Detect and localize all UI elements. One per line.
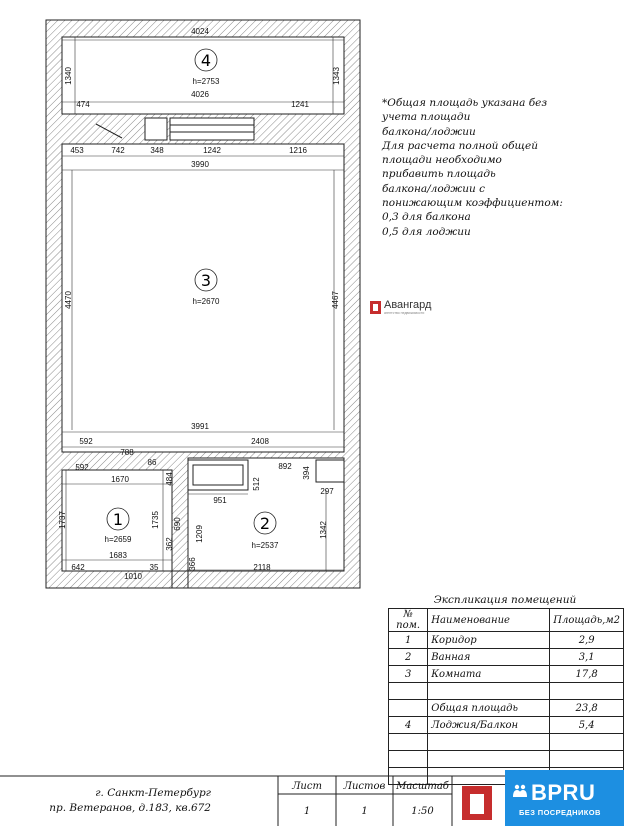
bathroom-fixtures	[188, 460, 344, 490]
dimension-low-642: 642	[71, 563, 85, 572]
room-height: h=2753	[192, 77, 220, 86]
note-line: балкона/лоджии с	[382, 182, 486, 195]
dimension-low-1737: 1737	[58, 511, 67, 529]
scale-value: 1:50	[411, 806, 434, 817]
cell-area	[550, 734, 624, 751]
cell-area	[550, 751, 624, 768]
cell-num: 1	[389, 632, 428, 649]
sheet-label: Лист	[292, 781, 322, 792]
dimension-low-512: 512	[252, 477, 261, 491]
dimension-low-484: 484	[165, 472, 174, 486]
street-address: пр. Ветеранов, д.183, кв.672	[49, 802, 211, 814]
table-row	[389, 734, 624, 751]
dimension-low-892: 892	[278, 462, 292, 471]
dimension-room-bottom: 3991	[191, 422, 209, 431]
people-icon	[513, 784, 527, 798]
header-area: Площадь,м2	[550, 609, 624, 632]
note-line: учета площади	[382, 111, 471, 124]
table-row	[389, 751, 624, 768]
cell-area: 2,9	[550, 632, 624, 649]
cell-area: 23,8	[550, 700, 624, 717]
dimension-row-1216: 1216	[289, 146, 307, 155]
room-number: 2	[259, 514, 271, 533]
badge-title: BPRU	[531, 780, 596, 805]
dimension-low-1010: 1010	[124, 572, 142, 581]
table-row	[389, 683, 624, 700]
table-row	[389, 666, 624, 683]
agency-name: Авангард	[384, 299, 432, 311]
cell-num: 2	[389, 649, 428, 666]
dimension-balcony-top: 4024	[191, 27, 209, 36]
cell-name: Лоджия/Балкон	[428, 717, 550, 734]
agency-logo-icon	[370, 301, 381, 314]
cell-area: 17,8	[550, 666, 624, 683]
explication-header-row	[389, 609, 624, 632]
dimension-low-788: 788	[120, 448, 134, 457]
dimension-row-348: 348	[150, 146, 164, 155]
dimension-low-2118: 2118	[253, 563, 271, 572]
dimension-low-394: 394	[302, 466, 311, 480]
dimension-row-742: 742	[111, 146, 125, 155]
room-number: 4	[200, 51, 212, 70]
dimension-low-951: 951	[213, 496, 227, 505]
note-line: *Общая площадь указана без	[382, 97, 548, 109]
cell-name	[428, 683, 550, 700]
sheet-value: 1	[303, 806, 311, 817]
address-block	[0, 786, 266, 816]
dimension-low-1342: 1342	[319, 521, 328, 539]
note-line: 0,5 для лоджии	[382, 225, 471, 238]
table-row	[389, 649, 624, 666]
explication-title: Экспликация помещений	[433, 594, 577, 606]
table-row	[389, 632, 624, 649]
agency-tagline: агентство недвижимости	[384, 311, 425, 315]
agency-logo	[370, 300, 431, 315]
cell-name	[428, 734, 550, 751]
dimension-low-362: 362	[165, 537, 174, 551]
cell-num	[389, 734, 428, 751]
room-height: h=2537	[251, 541, 279, 550]
explication-table	[388, 608, 624, 785]
cell-area	[550, 683, 624, 700]
cell-num	[389, 683, 428, 700]
dimension-low-35: 35	[149, 563, 159, 572]
cell-num	[389, 700, 428, 717]
room-height: h=2659	[104, 535, 132, 544]
table-row	[389, 700, 624, 717]
note-line: прибавить площадь	[382, 168, 496, 181]
dimension-balcony-right: 1343	[332, 67, 341, 85]
note-line: площади необходимо	[382, 154, 502, 167]
dimension-win-right: 1241	[291, 100, 309, 109]
cell-name: Коридор	[428, 632, 550, 649]
cell-name: Ванная	[428, 649, 550, 666]
dimension-low-366: 366	[188, 557, 197, 571]
dimension-low-1683: 1683	[109, 551, 127, 560]
scale-label: Масштаб	[396, 781, 449, 792]
note-line: Для расчета полной общей	[382, 139, 538, 152]
dimension-low-86: 86	[147, 458, 157, 467]
area-note	[382, 96, 582, 239]
sheets-label: Листов	[343, 781, 386, 792]
dimension-row-1242: 1242	[203, 146, 221, 155]
note-line: балкона/лоджии	[382, 125, 476, 138]
cell-area: 3,1	[550, 649, 624, 666]
cell-name	[428, 751, 550, 768]
cell-num: 3	[389, 666, 428, 683]
cell-name: Комната	[428, 666, 550, 683]
dimension-low-2408: 2408	[251, 437, 269, 446]
dimension-low-297: 297	[320, 487, 334, 496]
room-height: h=2670	[192, 297, 220, 306]
dimension-low-1209: 1209	[195, 525, 204, 543]
room-number: 1	[112, 510, 124, 529]
dimension-balcony-left: 1340	[64, 67, 73, 85]
header-name: Наименование	[428, 609, 550, 632]
dimension-low-592b: 592	[75, 463, 89, 472]
dimension-win-left: 474	[76, 100, 90, 109]
bpru-badge	[505, 770, 624, 826]
cell-area: 5,4	[550, 717, 624, 734]
room-number: 3	[200, 271, 212, 290]
sheets-value: 1	[361, 806, 368, 817]
city: г. Санкт-Петербург	[95, 787, 211, 799]
table-row	[389, 717, 624, 734]
dimension-room-left: 4470	[64, 291, 73, 309]
dimension-balcony-bottom: 4026	[191, 90, 209, 99]
badge-subtitle: БЕЗ ПОСРЕДНИКОВ	[519, 808, 601, 817]
note-line: понижающим коэффициентом:	[382, 197, 563, 210]
dimension-low-1735: 1735	[151, 511, 160, 529]
dimension-low-592a: 592	[79, 437, 93, 446]
cell-num	[389, 751, 428, 768]
note-line: 0,3 для балкона	[382, 211, 471, 224]
dimension-low-1670: 1670	[111, 475, 129, 484]
dimension-room-right: 4467	[331, 291, 340, 309]
dimension-room-top: 3990	[191, 160, 209, 169]
dimension-row-453: 453	[70, 146, 84, 155]
dimension-low-690: 690	[173, 517, 182, 531]
cell-name: Общая площадь	[428, 700, 550, 717]
header-num: № пом.	[389, 609, 428, 632]
cell-num: 4	[389, 717, 428, 734]
